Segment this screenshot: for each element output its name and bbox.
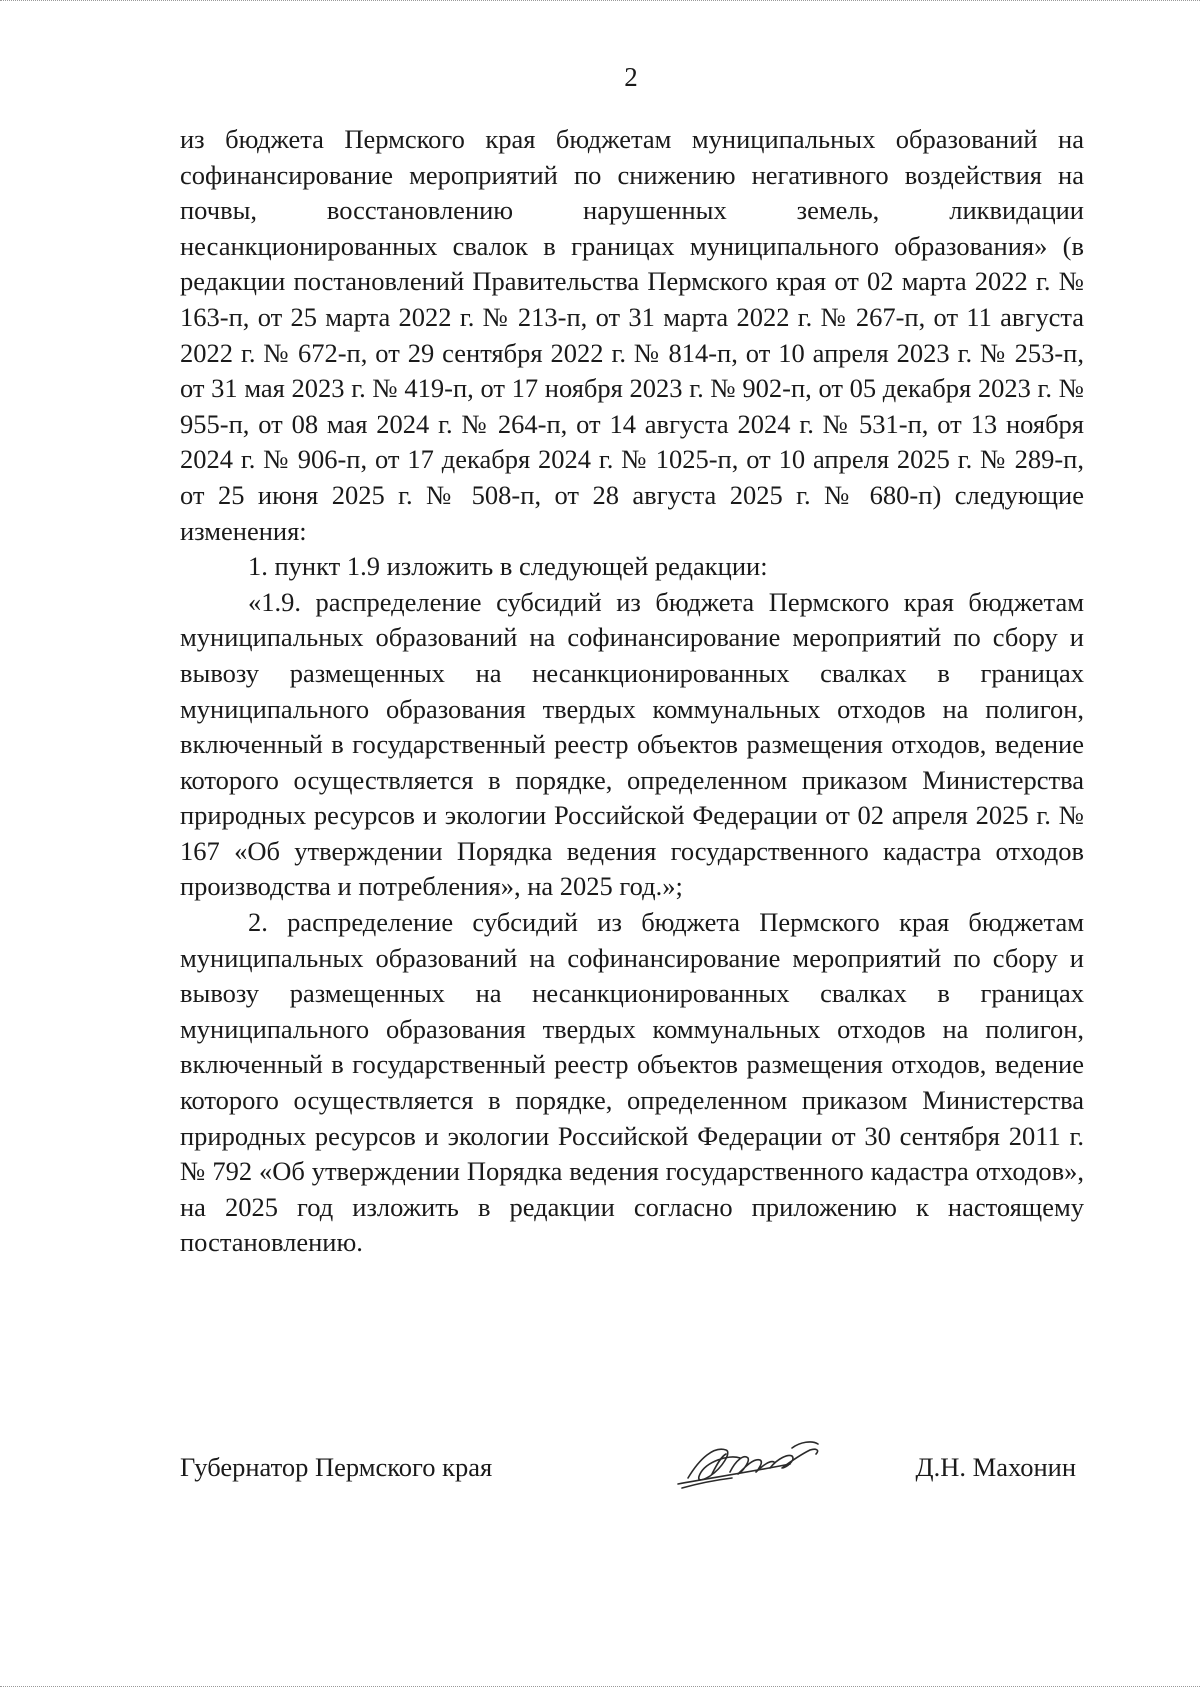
handwritten-signature: [670, 1428, 840, 1498]
scan-edge-bottom: [0, 1683, 1200, 1687]
item-1-text: «1.9. распределение субсидий из бюджета Пермского края бюджетам муниципальных образований на софинансирование мероприятий по сбору и вывозу размещенных на несанкционированных свалках в границах муниципального образования твердых коммунальных отходов на полигон, включенный в государственный реестр объектов размещения отходов, ведение которого осуществляется в порядке, определенном приказом Министерства природных ресурсов и экологии Российской Федерации от 02 апреля 2025 г. № 167 «Об утверждении Порядка ведения государственного кадастра отходов производства и потребления», на 2025 год.»;: [180, 586, 1084, 902]
intro-paragraph: из бюджета Пермского края бюджетам муниципальных образований на софинансирование мероприятий по снижению негативного воздействия на почвы, восстановлению нарушенных земель, ликвидации несанкционированных свалок в границах муниципального образования» (в редакции постановлений Правительства Пермского края от 02 марта 2022 г. № 163-п, от 25 марта 2022 г. № 213-п, от 31 марта 2022 г. № 267-п, от 11 августа 2022 г. № 672-п, от 29 сентября 2022 г. № 814-п, от 10 апреля 2023 г. № 253-п, от 31 мая 2023 г. № 419-п, от 17 ноября 2023 г. № 902-п, от 05 декабря 2023 г. № 955-п, от 08 мая 2024 г. № 264-п, от 14 августа 2024 г. № 531-п, от 13 ноября 2024 г. № 906-п, от 17 декабря 2024 г. № 1025-п, от 10 апреля 2025 г. № 289-п, от 25 июня 2025 г. № 508-п, от 28 августа 2025 г. № 680-п) следующие изменения:: [180, 124, 1084, 546]
signer-position: Губернатор Пермского края: [180, 1452, 493, 1482]
signature-block: [180, 1450, 1084, 1510]
signer-name: Д.Н. Махонин: [915, 1452, 1076, 1482]
page-number: 2: [624, 62, 638, 92]
item-1-heading: 1. пункт 1.9 изложить в следующей редакции:: [248, 551, 768, 582]
item-2-text: 2. распределение субсидий из бюджета Пермского края бюджетам муниципальных образований на софинансирование мероприятий по сбору и вывозу размещенных на несанкционированных свалках в границах муниципального образования твердых коммунальных отходов на полигон, включенный в государственный реестр объектов размещения отходов, ведение которого осуществляется в порядке, определенном приказом Министерства природных ресурсов и экологии Российской Федерации от 30 сентября 2011 г. № 792 «Об утверждении Порядка ведения государственного кадастра отходов», на 2025 год изложить в редакции согласно приложению к настоящему постановлению.: [180, 907, 1084, 1258]
scan-edge-top: [0, 0, 1200, 4]
document-body: [180, 122, 1084, 1261]
